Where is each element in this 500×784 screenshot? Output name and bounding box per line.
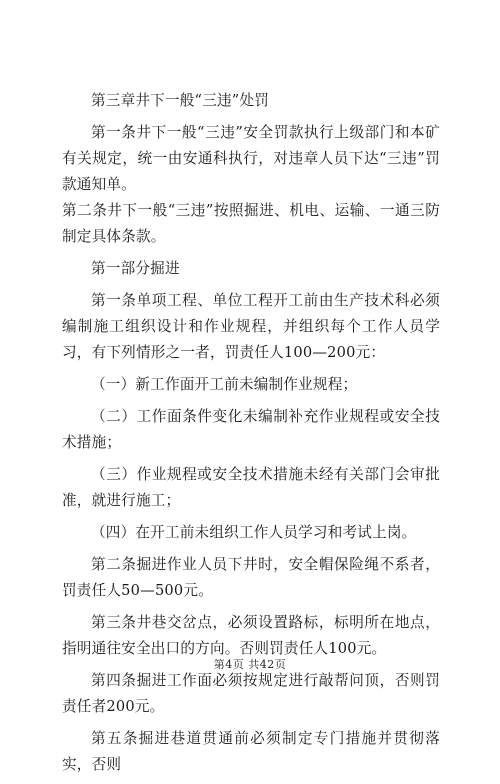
list-item: （三）作业规程或安全技术措施未经有关部门会审批准，就进行施工； (62, 466, 440, 509)
article-paragraph: 第二条井下一般“三违”按照掘进、机电、运输、一通三防制定具体条款。 (62, 202, 440, 245)
document-body (62, 88, 440, 784)
list-item: （一）新工作面开工前未编制作业规程； (91, 376, 358, 393)
article-paragraph: 第二条掘进作业人员下井时，安全帽保险绳不系者，罚责任人50—500元。 (62, 556, 440, 599)
list-item: （四）在开工前未组织工作人员学习和考试上岗。 (91, 524, 417, 541)
page-number-footer: 第4页 共42页 (213, 658, 287, 671)
section-heading: 第一部分掘进 (91, 260, 180, 277)
article-paragraph: 第四条掘进工作面必须按规定进行敲帮问顶，否则罚责任者200元。 (62, 672, 440, 715)
article-paragraph: 第一条井下一般“三违”安全罚款执行上级部门和本矿有关规定，统一由安通科执行，对违章人员下达“三违”罚款通知单。 (62, 124, 440, 193)
chapter-heading: 第三章井下一般“三违”处罚 (91, 92, 270, 109)
article-paragraph: 第三条井巷交岔点，必须设置路标，标明所在地点，指明通往安全出口的方向。否则罚责任人100元。 (62, 614, 440, 657)
list-item: （二）工作面条件变化未编制补充作业规程或安全技术措施； (62, 408, 440, 451)
article-paragraph: 第一条单项工程、单位工程开工前由生产技术科必须编制施工组织设计和作业规程，并组织每个工作人员学习，有下列情形之一者，罚责任人100—200元： (62, 292, 440, 361)
article-paragraph: 第五条掘进巷道贯通前必须制定专门措施并贯彻落实，否则 (62, 730, 440, 773)
